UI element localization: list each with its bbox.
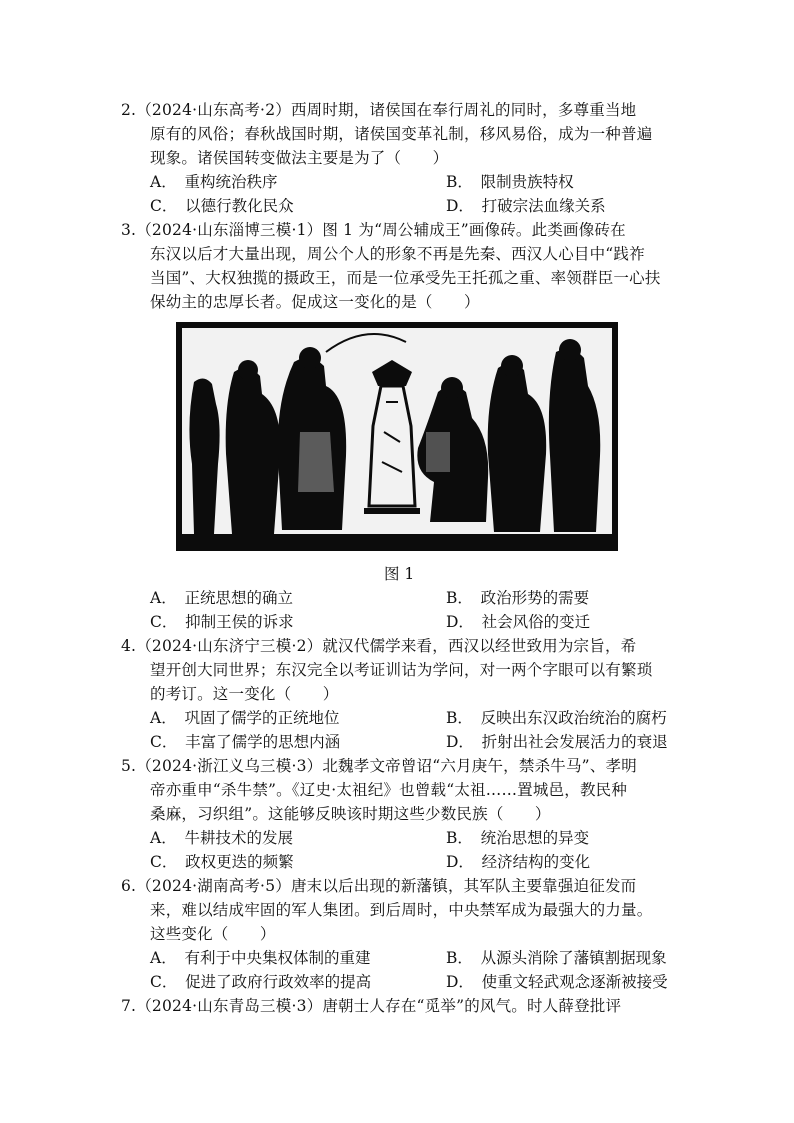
option-c[interactable]: C． 以德行教化民众 [150, 197, 294, 215]
option-b[interactable]: B． 反映出东汉政治统治的腐朽 [446, 709, 667, 727]
option-a[interactable]: A． 巩固了儒学的正统地位 [150, 709, 340, 727]
option-d[interactable]: D． 经济结构的变化 [446, 853, 591, 871]
question-text-line: 的考订。这一变化（ ） [150, 685, 339, 703]
question-text-line: 6.（2024·湖南高考·5）唐末以后出现的新藩镇，其军队主要靠强迫征发而 [121, 877, 637, 895]
option-b[interactable]: B． 政治形势的需要 [446, 589, 590, 607]
brick-relief-image [176, 322, 618, 551]
option-a[interactable]: A． 正统思想的确立 [150, 589, 293, 607]
question-text-line: 帝亦重申“杀牛禁”。《辽史·太祖纪》也曾载“太祖……置城邑，教民种 [150, 781, 628, 799]
question-text-line: 5.（2024·浙江义乌三模·3）北魏孝文帝曾诏“六月庚午，禁杀牛马”、孝明 [121, 757, 637, 775]
option-d[interactable]: D． 社会风俗的变迁 [446, 613, 591, 631]
option-a[interactable]: A． 牛耕技术的发展 [150, 829, 293, 847]
option-d[interactable]: D． 使重文轻武观念逐渐被接受 [446, 973, 668, 991]
option-a[interactable]: A． 有利于中央集权体制的重建 [150, 949, 371, 967]
option-c[interactable]: C． 抑制王侯的诉求 [150, 613, 294, 631]
option-c[interactable]: C． 政权更迭的频繁 [150, 853, 294, 871]
option-a[interactable]: A． 重构统治秩序 [150, 173, 278, 191]
question-text-line: 来，难以结成牢固的军人集团。到后周时，中央禁军成为最强大的力量。 [150, 901, 653, 919]
question-text-line: 桑麻，习织组”。这能够反映该时期这些少数民族（ ） [150, 805, 551, 823]
question-text-line: 3.（2024·山东淄博三模·1）图 1 为“周公辅成王”画像砖。此类画像砖在 [121, 221, 626, 239]
figure-caption: 图 1 [384, 565, 415, 583]
option-c[interactable]: C． 丰富了儒学的思想内涵 [150, 733, 341, 751]
question-text-line: 现象。诸侯国转变做法主要是为了（ ） [150, 149, 449, 167]
option-d[interactable]: D． 折射出社会发展活力的衰退 [446, 733, 668, 751]
question-text-line: 原有的风俗；春秋战国时期，诸侯国变革礼制，移风易俗，成为一种普遍 [150, 125, 653, 143]
question-text-line: 保幼主的忠厚长者。促成这一变化的是（ ） [150, 293, 480, 311]
question-text-line: 4.（2024·山东济宁三模·2）就汉代儒学来看，西汉以经世致用为宗旨，希 [121, 637, 637, 655]
option-b[interactable]: B． 统治思想的异变 [446, 829, 590, 847]
question-text-line: 7.（2024·山东青岛三模·3）唐朝士人存在“觅举”的风气。时人薛登批评 [121, 997, 622, 1015]
option-b[interactable]: B． 从源头消除了藩镇割据现象 [446, 949, 667, 967]
question-text-line: 望开创大同世界；东汉完全以考证训诂为学问，对一两个字眼可以有繁琐 [150, 661, 653, 679]
option-b[interactable]: B． 限制贵族特权 [446, 173, 574, 191]
question-text-line: 东汉以后才大量出现，周公个人的形象不再是先秦、西汉人心目中“践祚 [150, 245, 645, 263]
question-text-line: 这些变化（ ） [150, 925, 276, 943]
brick-relief-illustration [176, 322, 618, 551]
option-c[interactable]: C． 促进了政府行政效率的提高 [150, 973, 372, 991]
option-d[interactable]: D． 打破宗法血缘关系 [446, 197, 606, 215]
question-text-line: 2.（2024·山东高考·2）西周时期，诸侯国在奉行周礼的同时，多尊重当地 [121, 101, 637, 119]
question-text-line: 当国”、大权独揽的摄政王，而是一位承受先王托孤之重、率领群臣一心扶 [150, 269, 661, 287]
